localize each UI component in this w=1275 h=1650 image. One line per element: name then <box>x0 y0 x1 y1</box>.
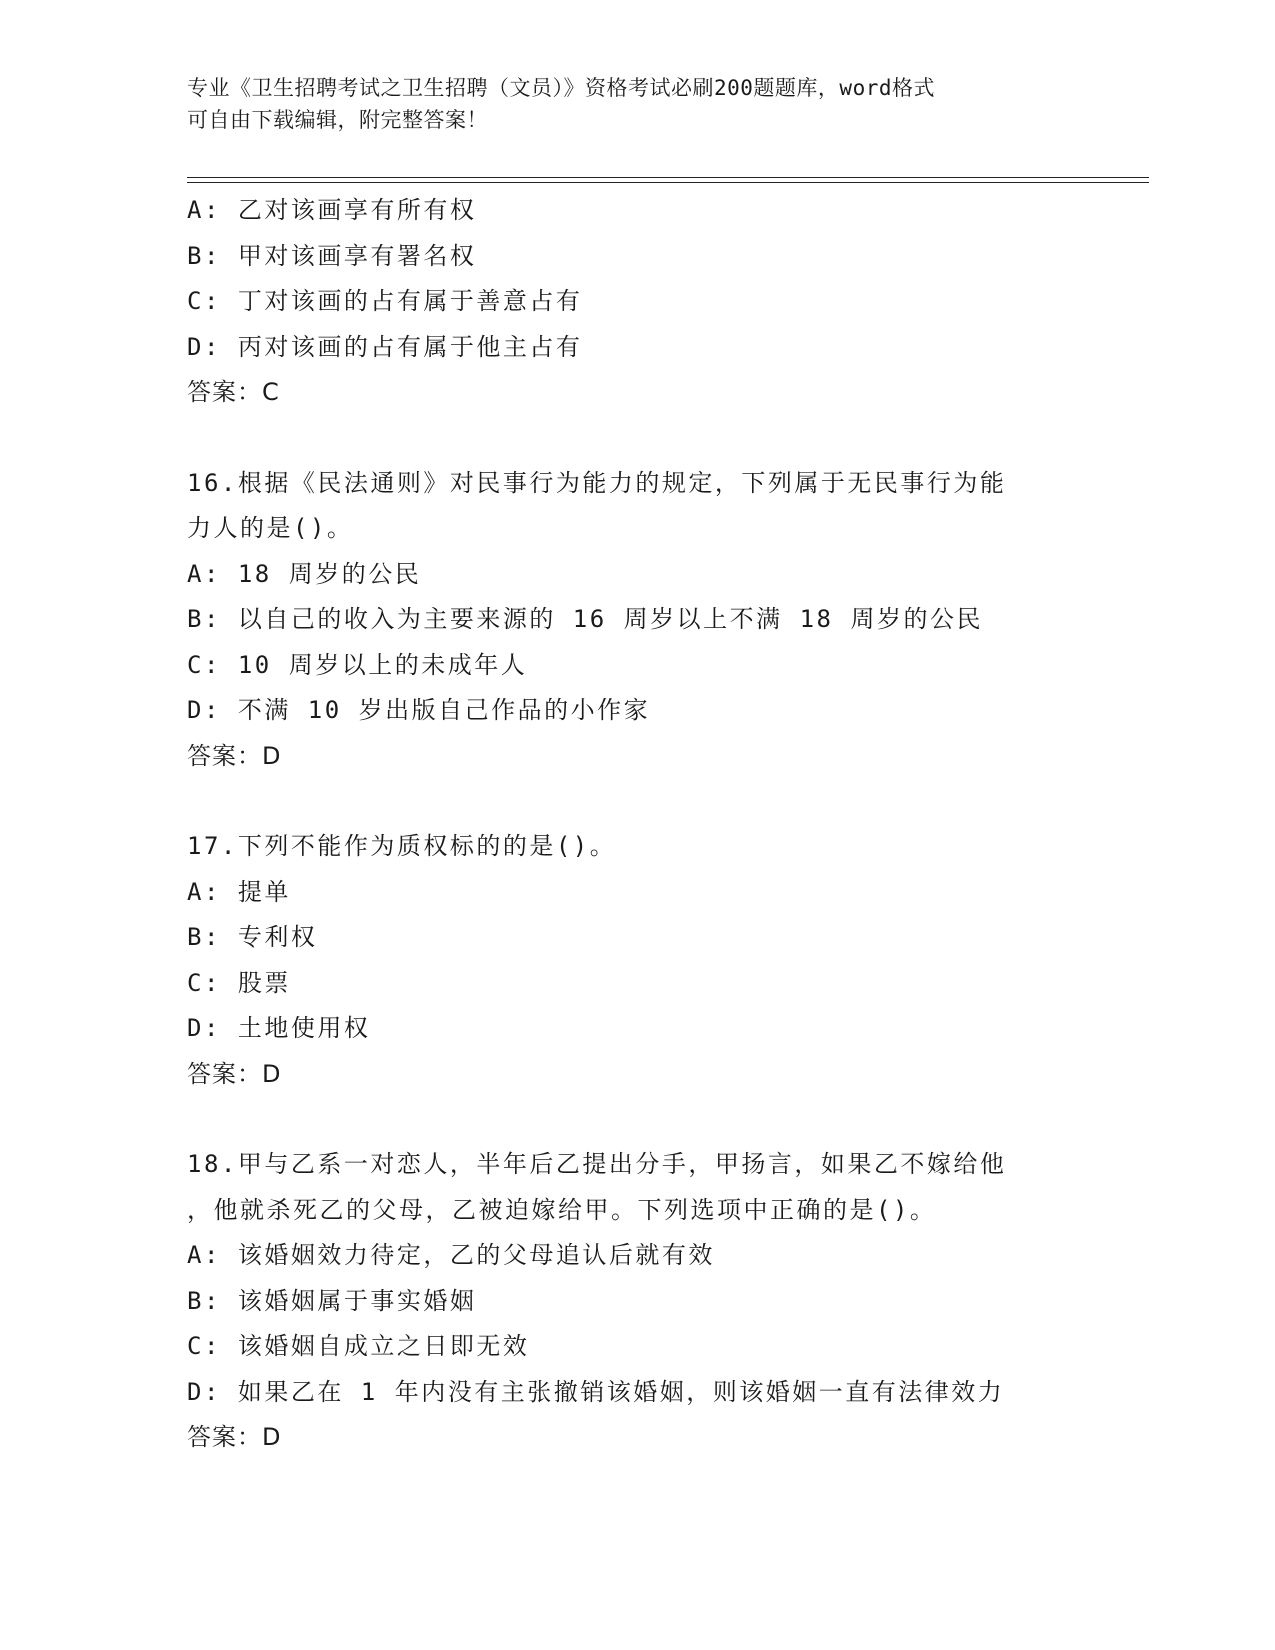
question-15 <box>187 188 1087 416</box>
option-a: A: 该婚姻效力待定，乙的父母追认后就有效 <box>187 1241 715 1269</box>
option-d: D: 不满 10 岁出版自己作品的小作家 <box>187 696 651 724</box>
header-line-1: 专业《卫生招聘考试之卫生招聘（文员）》资格考试必刷200题题库，word格式 <box>187 76 935 100</box>
document-header <box>187 72 1087 136</box>
header-line-2: 可自由下载编辑，附完整答案！ <box>187 108 488 132</box>
question-spacer <box>187 1097 1087 1142</box>
option-b: B: 以自己的收入为主要来源的 16 周岁以上不满 18 周岁的公民 <box>187 605 983 633</box>
answer: 答案：C <box>187 378 280 406</box>
option-c: C: 该婚姻自成立之日即无效 <box>187 1332 530 1360</box>
question-stem-line-2: 力人的是()。 <box>187 514 354 542</box>
question-17 <box>187 824 1087 1097</box>
question-18 <box>187 1142 1087 1461</box>
question-stem-line-1: 18.甲与乙系一对恋人，半年后乙提出分手，甲扬言，如果乙不嫁给他 <box>187 1150 1007 1178</box>
option-b: B: 专利权 <box>187 923 318 951</box>
option-c: C: 股票 <box>187 968 291 997</box>
option-d: D: 土地使用权 <box>187 1014 371 1042</box>
answer: 答案：D <box>187 1059 282 1088</box>
option-c: C: 丁对该画的占有属于善意占有 <box>187 287 583 315</box>
option-c: C: 10 周岁以上的未成年人 <box>187 650 528 679</box>
option-d: D: 丙对该画的占有属于他主占有 <box>187 332 583 361</box>
question-stem-line-1: 17.下列不能作为质权标的的是()。 <box>187 832 617 860</box>
question-spacer <box>187 416 1087 461</box>
answer: 答案：D <box>187 1423 282 1451</box>
option-a: A: 乙对该画享有所有权 <box>187 196 477 224</box>
question-list <box>187 188 1087 1461</box>
question-stem-line-2: ，他就杀死乙的父母，乙被迫嫁给甲。下列选项中正确的是()。 <box>187 1195 937 1224</box>
option-a: A: 提单 <box>187 877 291 906</box>
header-divider-top <box>187 177 1149 178</box>
option-a: A: 18 周岁的公民 <box>187 559 422 588</box>
header-divider-bottom <box>187 182 1149 183</box>
option-b: B: 该婚姻属于事实婚姻 <box>187 1286 477 1315</box>
question-16 <box>187 461 1087 780</box>
option-d: D: 如果乙在 1 年内没有主张撤销该婚姻，则该婚姻一直有法律效力 <box>187 1377 1005 1406</box>
question-stem-line-1: 16.根据《民法通则》对民事行为能力的规定，下列属于无民事行为能 <box>187 468 1007 497</box>
question-spacer <box>187 779 1087 824</box>
option-b: B: 甲对该画享有署名权 <box>187 241 477 270</box>
answer: 答案：D <box>187 741 282 770</box>
